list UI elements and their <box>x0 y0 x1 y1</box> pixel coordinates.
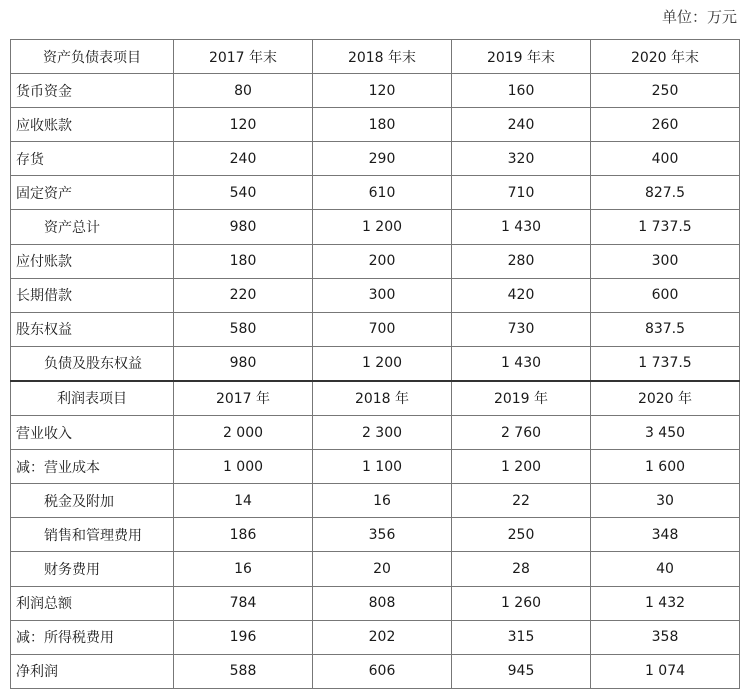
cell-value: 710 <box>452 176 591 210</box>
cell-value: 1 200 <box>452 450 591 484</box>
income-table-row <box>11 450 740 484</box>
balance-header-year: 2020 年末 <box>591 40 740 74</box>
row-label: 销售和管理费用 <box>11 518 174 552</box>
row-label: 营业收入 <box>11 416 174 450</box>
balance-table-row <box>11 142 740 176</box>
row-label: 净利润 <box>11 654 174 688</box>
cell-value: 420 <box>452 278 591 312</box>
cell-value: 580 <box>174 312 313 346</box>
row-label: 减：营业成本 <box>11 450 174 484</box>
cell-value: 588 <box>174 654 313 688</box>
cell-value: 315 <box>452 620 591 654</box>
cell-value: 1 200 <box>313 346 452 381</box>
cell-value: 784 <box>174 586 313 620</box>
cell-value: 250 <box>591 74 740 108</box>
income-table-row <box>11 620 740 654</box>
cell-value: 40 <box>591 552 740 586</box>
row-label: 股东权益 <box>11 312 174 346</box>
cell-value: 1 737.5 <box>591 346 740 381</box>
row-label: 资产总计 <box>11 210 174 244</box>
cell-value: 945 <box>452 654 591 688</box>
balance-header-year: 2018 年末 <box>313 40 452 74</box>
cell-value: 200 <box>313 244 452 278</box>
cell-value: 30 <box>591 484 740 518</box>
cell-value: 700 <box>313 312 452 346</box>
cell-value: 120 <box>313 74 452 108</box>
cell-value: 1 737.5 <box>591 210 740 244</box>
balance-table-row <box>11 312 740 346</box>
row-label: 利润总额 <box>11 586 174 620</box>
income-table-row <box>11 416 740 450</box>
income-table-row <box>11 484 740 518</box>
cell-value: 180 <box>174 244 313 278</box>
cell-value: 196 <box>174 620 313 654</box>
cell-value: 2 300 <box>313 416 452 450</box>
income-header-year: 2017 年 <box>174 381 313 416</box>
balance-table-row <box>11 244 740 278</box>
row-label: 应收账款 <box>11 108 174 142</box>
row-label: 应付账款 <box>11 244 174 278</box>
balance-header-year: 2019 年末 <box>452 40 591 74</box>
cell-value: 202 <box>313 620 452 654</box>
financial-table <box>10 39 740 689</box>
cell-value: 240 <box>452 108 591 142</box>
balance-header-row <box>11 40 740 74</box>
cell-value: 260 <box>591 108 740 142</box>
balance-table-row <box>11 74 740 108</box>
cell-value: 540 <box>174 176 313 210</box>
balance-header-year: 2017 年末 <box>174 40 313 74</box>
cell-value: 1 200 <box>313 210 452 244</box>
row-label: 减：所得税费用 <box>11 620 174 654</box>
cell-value: 16 <box>174 552 313 586</box>
cell-value: 1 430 <box>452 346 591 381</box>
cell-value: 1 260 <box>452 586 591 620</box>
cell-value: 1 432 <box>591 586 740 620</box>
row-label: 税金及附加 <box>11 484 174 518</box>
row-label: 长期借款 <box>11 278 174 312</box>
income-header-year: 2018 年 <box>313 381 452 416</box>
balance-table-row <box>11 346 740 381</box>
cell-value: 606 <box>313 654 452 688</box>
cell-value: 358 <box>591 620 740 654</box>
cell-value: 120 <box>174 108 313 142</box>
income-table-row <box>11 518 740 552</box>
cell-value: 600 <box>591 278 740 312</box>
cell-value: 837.5 <box>591 312 740 346</box>
cell-value: 300 <box>591 244 740 278</box>
cell-value: 356 <box>313 518 452 552</box>
cell-value: 22 <box>452 484 591 518</box>
cell-value: 1 100 <box>313 450 452 484</box>
cell-value: 20 <box>313 552 452 586</box>
balance-header-label: 资产负债表项目 <box>11 40 174 74</box>
cell-value: 980 <box>174 210 313 244</box>
income-header-row <box>11 381 740 416</box>
balance-table-row <box>11 108 740 142</box>
income-header-year: 2020 年 <box>591 381 740 416</box>
cell-value: 220 <box>174 278 313 312</box>
unit-label: 单位：万元 <box>661 8 737 26</box>
balance-table-row <box>11 278 740 312</box>
cell-value: 808 <box>313 586 452 620</box>
income-header-label: 利润表项目 <box>11 381 174 416</box>
cell-value: 730 <box>452 312 591 346</box>
cell-value: 186 <box>174 518 313 552</box>
balance-table-row <box>11 176 740 210</box>
cell-value: 300 <box>313 278 452 312</box>
cell-value: 348 <box>591 518 740 552</box>
cell-value: 610 <box>313 176 452 210</box>
cell-value: 2 000 <box>174 416 313 450</box>
cell-value: 240 <box>174 142 313 176</box>
income-table-row <box>11 654 740 688</box>
cell-value: 80 <box>174 74 313 108</box>
cell-value: 290 <box>313 142 452 176</box>
row-label: 负债及股东权益 <box>11 346 174 381</box>
cell-value: 280 <box>452 244 591 278</box>
cell-value: 1 600 <box>591 450 740 484</box>
cell-value: 400 <box>591 142 740 176</box>
income-header-year: 2019 年 <box>452 381 591 416</box>
cell-value: 3 450 <box>591 416 740 450</box>
cell-value: 16 <box>313 484 452 518</box>
cell-value: 14 <box>174 484 313 518</box>
cell-value: 320 <box>452 142 591 176</box>
income-table-row <box>11 586 740 620</box>
cell-value: 2 760 <box>452 416 591 450</box>
cell-value: 160 <box>452 74 591 108</box>
cell-value: 28 <box>452 552 591 586</box>
cell-value: 827.5 <box>591 176 740 210</box>
row-label: 存货 <box>11 142 174 176</box>
cell-value: 250 <box>452 518 591 552</box>
cell-value: 1 430 <box>452 210 591 244</box>
row-label: 财务费用 <box>11 552 174 586</box>
income-table-row <box>11 552 740 586</box>
balance-table-row <box>11 210 740 244</box>
cell-value: 180 <box>313 108 452 142</box>
row-label: 固定资产 <box>11 176 174 210</box>
row-label: 货币资金 <box>11 74 174 108</box>
cell-value: 1 074 <box>591 654 740 688</box>
cell-value: 980 <box>174 346 313 381</box>
cell-value: 1 000 <box>174 450 313 484</box>
